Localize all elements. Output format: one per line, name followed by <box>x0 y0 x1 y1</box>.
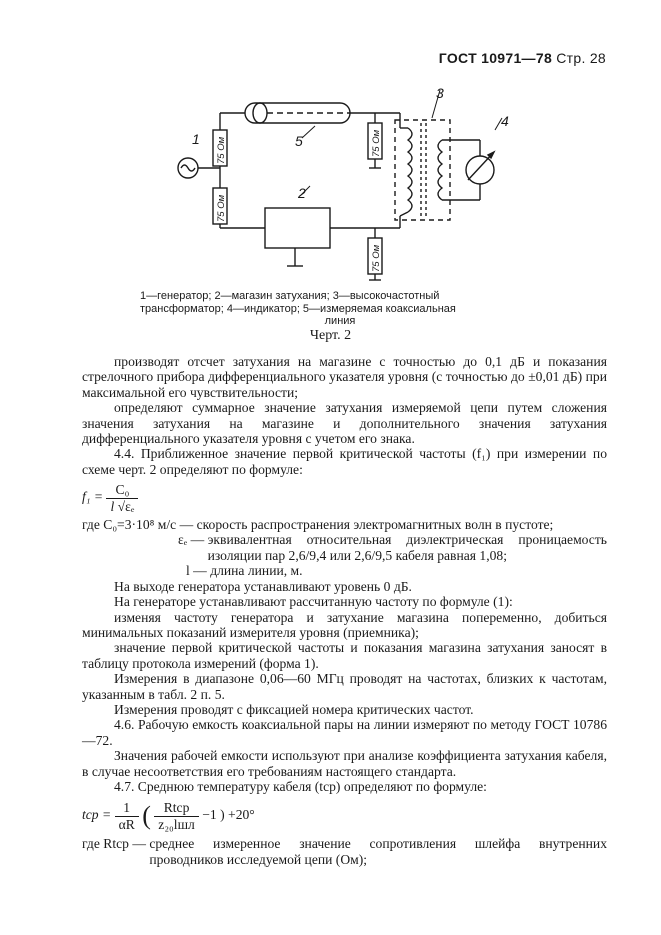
page-number: Стр. 28 <box>556 50 606 66</box>
formula-paren: ( <box>142 801 151 831</box>
legend-c0-desc: скорость распространения электромагнитных волн в пустоте; <box>196 517 554 533</box>
legend-epsilon-desc: эквивалентная относительная диэлектрическая проницаемость изоляции пар 2,6/9,4 или 2,6/9,5 кабеля равная 1,08; <box>207 532 607 563</box>
paragraph: производят отсчет затухания на магазине с точностью до 0,1 дБ и показания стрелочного прибора дифференциального указателя уровня (с точностью до ±0,01 дБ) при максимальной его чувствительности; <box>82 354 607 400</box>
legend-l <box>82 563 607 578</box>
formula-tcp-tail: −1 ) +20° <box>202 807 255 823</box>
formula-tcp-num2: Rtср <box>154 800 199 816</box>
attenuator-box <box>265 208 330 248</box>
formula-tcp-frac1 <box>115 800 139 832</box>
figure-caption <box>140 290 540 328</box>
legend-r-desc: среднее измеренное значение сопротивления шлейфа внутренних проводников исследуемой цепи (Ом); <box>149 836 607 867</box>
label-coaxial-line: 5 <box>295 133 303 149</box>
formula-f1-den-l: l <box>110 498 115 514</box>
body-text <box>82 354 607 867</box>
paragraph: 4.6. Рабочую емкость коаксиальной пары на линии измеряют по методу ГОСТ 10786—72. <box>82 717 607 748</box>
standard-title: ГОСТ 10971—78 <box>438 50 553 66</box>
caption-line-3: линия <box>324 315 356 327</box>
legend-c0 <box>82 517 607 532</box>
paragraph: определяют суммарное значение затухания измеряемой цепи путем сложения значения затухания на магазине и дополнительного значения затухания дифференциального указателя уровня с учетом его знака. <box>82 400 607 447</box>
caption-line-2: трансформатор; 4—индикатор; 5—измеряемая коаксиальная <box>140 302 456 315</box>
paragraph: На генераторе устанавливают рассчитанную частоту по формуле (1): <box>114 594 513 610</box>
formula-tcp-frac2 <box>154 800 199 832</box>
paragraph: 4.7. Среднюю температуру кабеля (tср) определяют по формуле: <box>114 778 487 794</box>
formula-f1-fraction <box>106 482 138 514</box>
label-attenuator: 2 <box>298 185 306 201</box>
indicator-symbol <box>466 156 494 184</box>
resistor-r4-label: 75 Ом <box>371 244 382 272</box>
formula-f1-numerator: C₀ <box>106 482 138 498</box>
formula-tcp <box>82 800 607 832</box>
label-transformer: 3 <box>436 85 444 101</box>
resistor-r1-label: 75 Ом <box>216 136 227 164</box>
legend-r-symbol: где Rtср — <box>82 836 146 852</box>
transformer-symbol <box>395 120 450 220</box>
formula-tcp-num1: 1 <box>115 800 139 816</box>
circuit-diagram <box>150 78 520 288</box>
legend-epsilon <box>82 532 607 563</box>
resistor-r3-label: 75 Ом <box>371 129 382 157</box>
legend-l-desc: длина линии, м. <box>210 563 303 579</box>
paragraph: На выходе генератора устанавливают уровень 0 дБ. <box>114 578 412 594</box>
formula-f1-lhs: f₁ = <box>82 489 104 505</box>
legend-epsilon-symbol: εₑ — <box>178 532 205 548</box>
paragraph: Измерения в диапазоне 0,06—60 МГц проводят на частотах, близких к частотам, указанным в табл. 2 п. 5. <box>82 671 607 702</box>
formula-f1 <box>82 482 607 514</box>
legend-c0-symbol: где C₀=3·10⁸ м/с — <box>82 517 194 533</box>
paragraph: значение первой критической частоты и показания магазина затухания заносят в таблицу протокола измерений (форма 1). <box>82 640 607 671</box>
paragraph: 4.4. Приближенное значение первой критической частоты (f₁) при измерении по схеме черт. 2 определяют по формуле: <box>82 446 607 477</box>
paragraph: Измерения проводят с фиксацией номера критических частот. <box>114 701 474 717</box>
formula-f1-den-root: √εₑ <box>117 498 135 514</box>
figure-title: Черт. 2 <box>309 328 352 343</box>
legend-l-symbol: l — <box>186 563 207 579</box>
formula-f1-denominator <box>106 499 138 514</box>
caption-line-1: 1—генератор; 2—магазин затухания; 3—высокочастотный <box>140 290 440 302</box>
formula-tcp-den2: z₂₀lшл <box>158 816 195 832</box>
formula-tcp-den1: αR <box>118 816 135 832</box>
paragraph: Значения рабочей емкости используют при анализе коэффициента затухания кабеля, в случае несоответствия его требованиям настоящего стандарта. <box>82 748 607 779</box>
legend-r <box>82 836 607 867</box>
page-header <box>439 50 606 66</box>
formula-tcp-lhs: tср = <box>82 807 112 823</box>
resistor-r2-label: 75 Ом <box>216 194 227 222</box>
paragraph: изменяя частоту генератора и затухание магазина попеременно, добиться минимальных показаний измерителя уровня (приемника); <box>82 609 607 640</box>
label-indicator: 4 <box>501 113 509 129</box>
label-generator: 1 <box>192 131 200 147</box>
